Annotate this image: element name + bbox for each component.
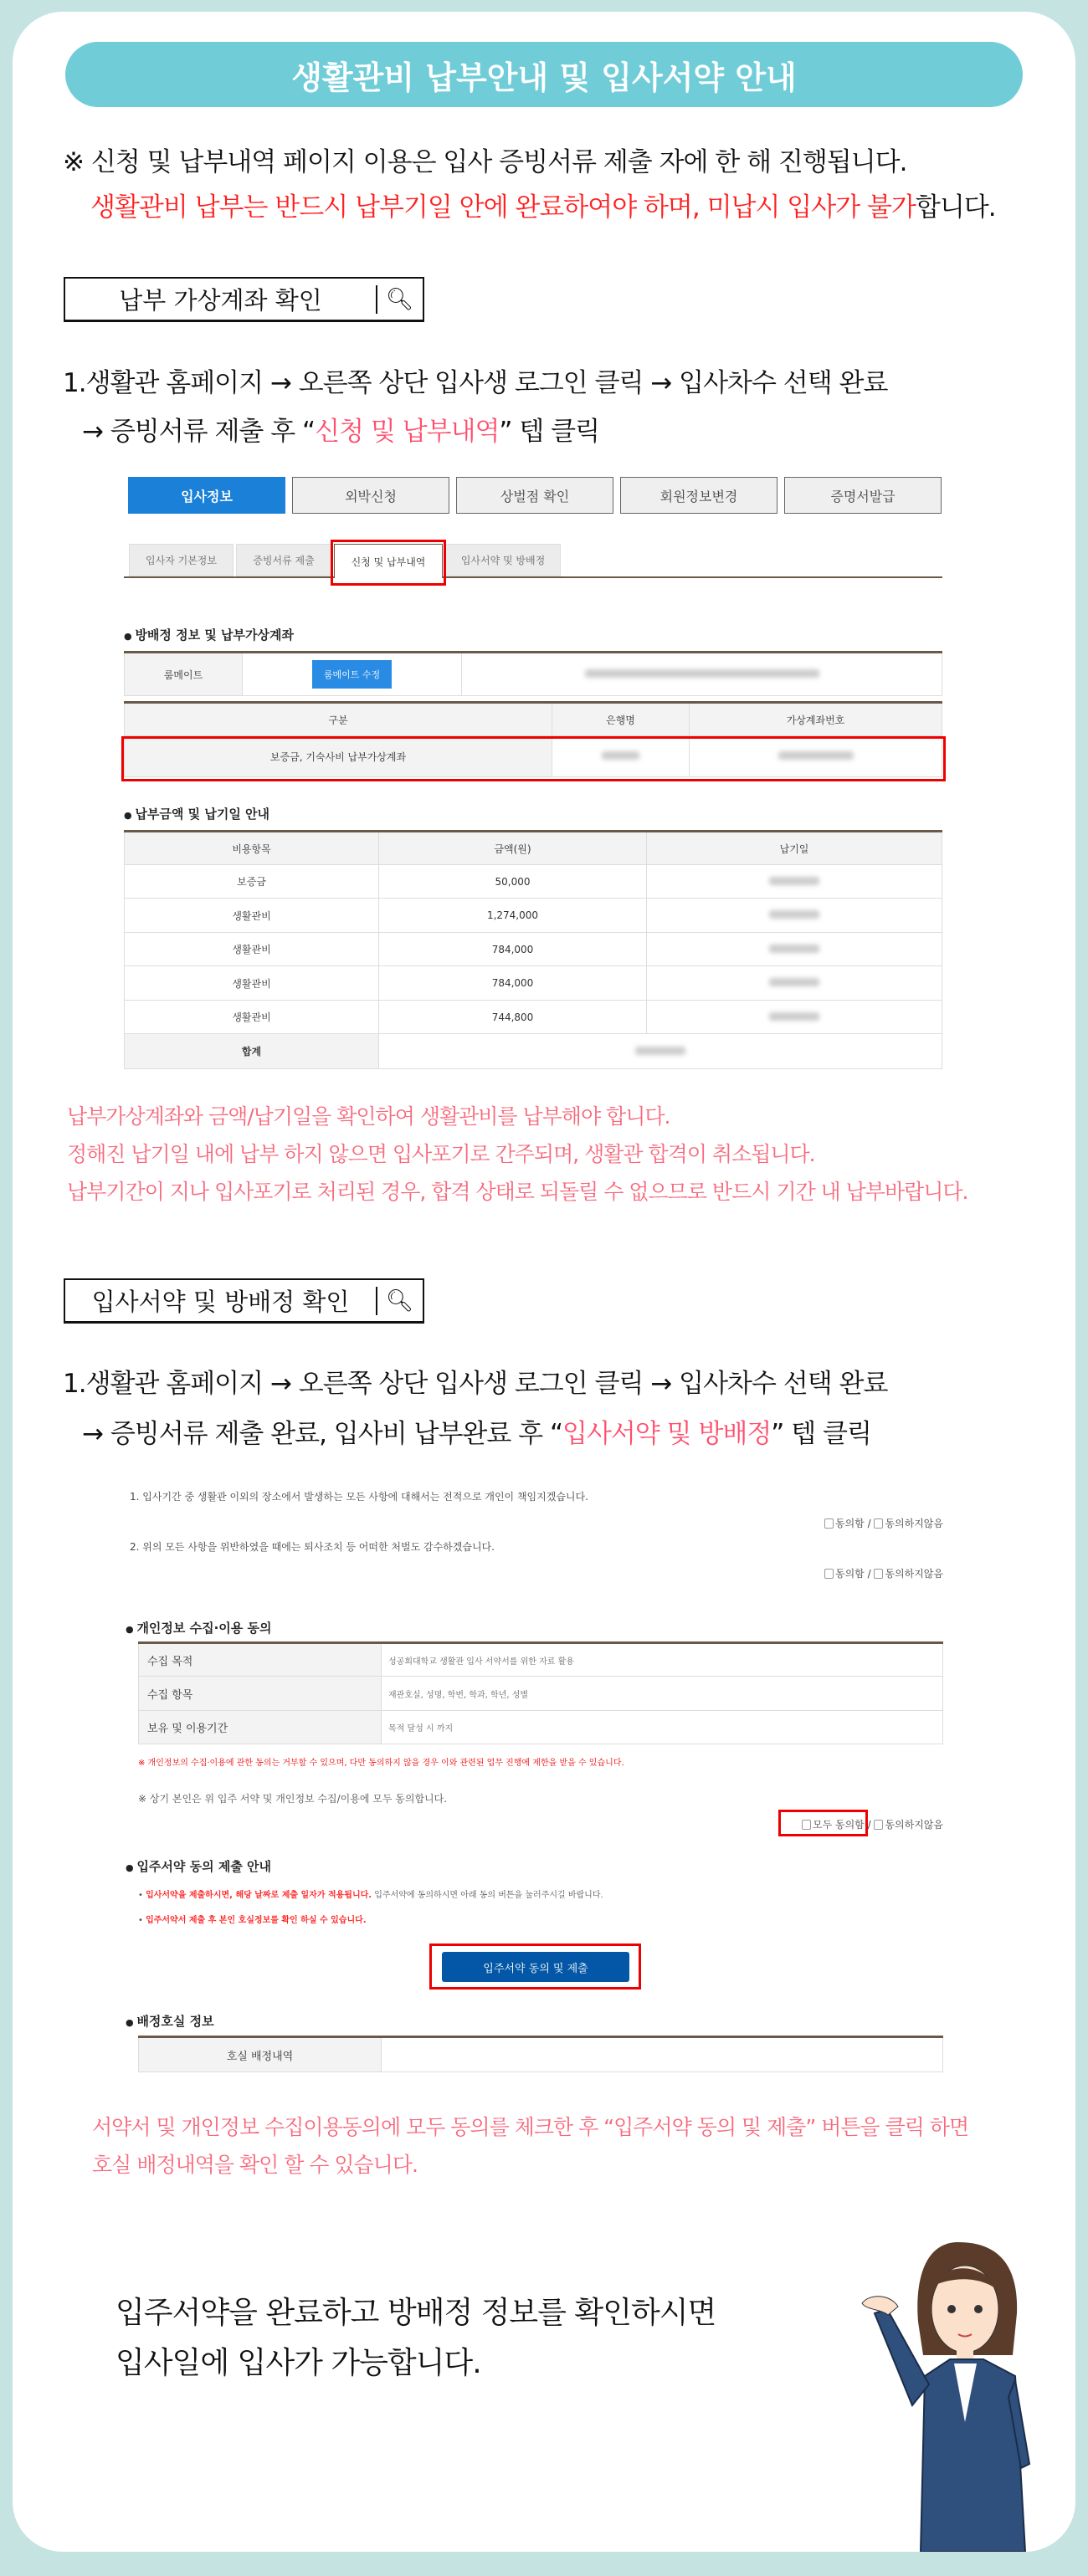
highlight-box — [121, 736, 946, 781]
divider — [376, 285, 377, 314]
payment-notes: 납부가상계좌와 금액/납기일을 확인하여 생활관비를 납부해야 합니다. 정해진 납기일 내에 납부 하지 않으면 입사포기로 간주되며, 생활관 합격이 취소됩니다. 납부기간이 지나 입사포기로 처리된 경우, 합격 상태로 되돌릴 수 없으므로 반드시 기간 내 납부바랍니다. — [67, 1104, 968, 1204]
subtab-documents[interactable]: 증빙서류 제출 — [236, 544, 331, 576]
highlight-box — [778, 1810, 868, 1836]
disagree-checkbox[interactable] — [874, 1518, 883, 1529]
subtab-payment-history[interactable]: 신청 및 납부내역 — [334, 544, 443, 578]
pledge1-agree-group: 동의함 / 동의하지않음 — [670, 1516, 943, 1530]
search-icon: 🔍︎ — [386, 286, 414, 312]
section-label-virtual-account: 납부 가상계좌 확인 🔍︎ — [64, 277, 424, 322]
table-row: 보증금 50,000 — [125, 865, 942, 899]
agree-checkbox[interactable] — [824, 1569, 834, 1579]
pledge-notes: 서약서 및 개인정보 수집이용동의에 모두 동의를 체크한 후 “입주서약 동의 및 제출” 버튼을 클릭 하면 호실 배정내역을 확인 할 수 있습니다. — [92, 2115, 969, 2177]
agree-all-group: 모두 동의함 / 동의하지않음 — [670, 1817, 943, 1831]
table-row: 생활관비 1,274,000 — [125, 899, 942, 933]
nav-tab-certificates[interactable]: 증명서발급 — [784, 477, 942, 514]
nav-tab-admission-info[interactable]: 입사정보 — [128, 477, 285, 514]
page-title: 생활관비 납부안내 및 입사서약 안내 — [65, 42, 1023, 107]
section-heading: ● 납부금액 및 납기일 안내 — [124, 805, 269, 822]
nav-tab-overnight[interactable]: 외박신청 — [292, 477, 449, 514]
total-row: 합계 — [125, 1034, 942, 1069]
notice-line1: ※ 신청 및 납부내역 페이지 이용은 입사 증빙서류 제출 자에 한 해 진행됩니다. — [63, 147, 907, 177]
subtab-pledge-room[interactable]: 입사서약 및 방배정 — [445, 544, 561, 576]
roommate-table — [124, 651, 942, 696]
section-label-pledge: 입사서약 및 방배정 확인 🔍︎ — [64, 1278, 424, 1324]
closing-message: 입주서약을 완료하고 방배정 정보를 확인하시면 입사일에 입사가 가능합니다. — [115, 2296, 716, 2380]
subtab-line — [124, 576, 942, 578]
submit-pledge-button[interactable]: 입주서약 동의 및 제출 — [442, 1952, 629, 1982]
disagree-checkbox[interactable] — [874, 1820, 883, 1830]
section-heading: ● 배정호실 정보 — [126, 2012, 214, 2030]
step1-line1: 1.생활관 홈페이지 → 오른쪽 상단 입사생 로그인 클릭 → 입사차수 선택 완료 — [63, 368, 888, 398]
room-assign-table: 호실 배정내역 — [138, 2036, 943, 2072]
account-row-label: 보증금, 기숙사비 납부가상계좌 — [125, 736, 552, 777]
table-row: 생활관비 744,800 — [125, 1001, 942, 1034]
agree-checkbox[interactable] — [824, 1518, 834, 1529]
search-icon: 🔍︎ — [386, 1288, 414, 1314]
privacy-table: 수집 목적 성공회대학교 생활관 입사 서약서를 위한 자료 활용 수집 항목 재관호실, 성명, 학번, 학과, 학년, 성별 보유 및 이용기간 목적 달성 시 까지 — [138, 1641, 943, 1744]
edit-roommate-button[interactable]: 룸메이트 수정 — [312, 660, 392, 689]
table-row: 생활관비 784,000 — [125, 966, 942, 1001]
table-row: 생활관비 784,000 — [125, 933, 942, 966]
nav-tab-merit-points[interactable]: 상벌점 확인 — [456, 477, 613, 514]
subtab-basic-info[interactable]: 입사자 기본정보 — [129, 544, 234, 576]
disagree-checkbox[interactable] — [874, 1569, 883, 1579]
pledge2-agree-group: 동의함 / 동의하지않음 — [670, 1566, 943, 1580]
nav-tab-member-info[interactable]: 회원정보변경 — [620, 477, 778, 514]
payment-table: 비용항목 금액(원) 납기일 보증금 50,000 생활관비 1,274,000 생활관비 784,000 생활관비 784,000 생활관비 744,800 합계 — [124, 830, 942, 1069]
highlight-box — [331, 540, 446, 586]
guide-woman-illustration — [824, 2230, 1063, 2552]
step2-line2: → 증빙서류 제출 완료, 입사비 납부완료 후 “입사서약 및 방배정” 텝 클릭 — [82, 1419, 871, 1449]
step1-line2: → 증빙서류 제출 후 “신청 및 납부내역” 텝 클릭 — [82, 417, 600, 447]
section-heading: ● 개인정보 수집·이용 동의 — [126, 1619, 271, 1636]
notice-line2: 생활관비 납부는 반드시 납부기일 안에 완료하여야 하며, 미납시 입사가 불가합니다. — [90, 192, 996, 223]
account-table: 구분 은행명 가상계좌번호 보증금, 기숙사비 납부가상계좌 — [124, 701, 942, 777]
roommate-info — [462, 653, 942, 696]
section-heading: ● 방배정 정보 및 납부가상계좌 — [124, 626, 294, 643]
divider — [376, 1287, 377, 1315]
section-heading: ● 입주서약 동의 제출 안내 — [126, 1857, 271, 1875]
roommate-label: 룸메이트 — [125, 653, 243, 696]
step2-line1: 1.생활관 홈페이지 → 오른쪽 상단 입사생 로그인 클릭 → 입사차수 선택 완료 — [63, 1369, 888, 1399]
